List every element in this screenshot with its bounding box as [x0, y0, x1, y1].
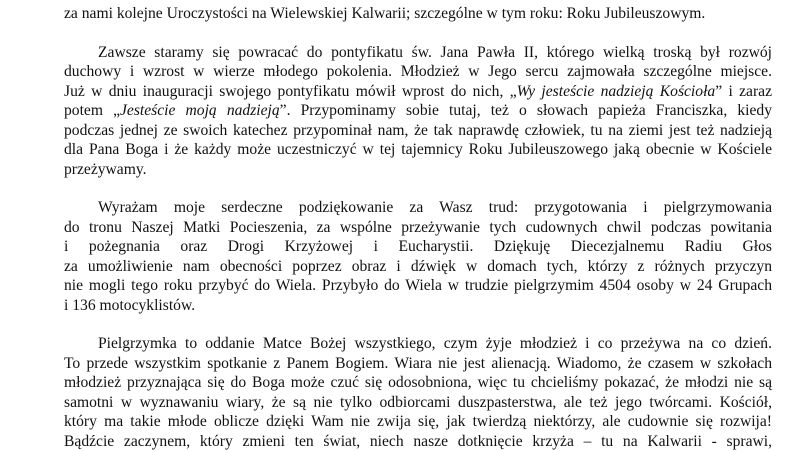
text-line-with-quote	[64, 82, 772, 102]
text-line: Zawsze staramy się powracać do pontyfikatu św. Jana Pawła II, którego wielką troską był rozwój	[64, 43, 772, 63]
text-line: podczas jednej ze swoich katechez przypominał nam, że tak naprawdę człowiek, tu na ziemi jest też nadzieją	[64, 121, 772, 141]
text-line: Wyrażam moje serdeczne podziękowanie za Wasz trud: przygotowania i pielgrzymowania	[64, 198, 772, 218]
text-segment: ” i zaraz	[715, 83, 772, 100]
paragraph-1	[64, 4, 772, 24]
text-line-with-quote	[64, 101, 772, 121]
paragraph-2	[64, 43, 772, 180]
paragraph-3	[64, 198, 772, 315]
text-line: do tronu Naszej Matki Pocieszenia, za wspólne przeżywanie tych cudownych chwil podczas powitania	[64, 218, 772, 238]
text-line: i 136 motocyklistów.	[64, 296, 772, 316]
italic-quote: Wy jesteście nadzieją Kościoła	[517, 83, 716, 100]
text-segment: potem „	[64, 102, 120, 119]
text-line: młodzież przyznająca się do Boga może czuć się odosobniona, więc tu chcieliśmy pokazać, że młodzi nie są	[64, 373, 772, 393]
document-page	[64, 4, 772, 451]
text-line: przeżywamy.	[64, 160, 772, 180]
text-line: dla Pana Boga i że każdy może uczestniczyć w tej tajemnicy Roku Jubileuszowego jaką obecnie w Kościele	[64, 140, 772, 160]
text-line: za nami kolejne Uroczystości na Wielewskiej Kalwarii; szczególne w tym roku: Roku Jubileuszowym.	[64, 4, 772, 24]
paragraph-4	[64, 334, 772, 451]
text-segment: Już w dniu inauguracji swojego pontyfikatu mówił wprost do nich, „	[64, 83, 517, 100]
text-line: który ma takie młode oblicze dzięki Wam nie zwija się, jak twierdzą niektórzy, ale cudownie się rozwija!	[64, 412, 772, 432]
italic-quote: Jesteście moją nadzieją	[120, 102, 280, 119]
text-segment: ”. Przypominamy sobie tutaj, też o słowach papieża Franciszka, kiedy	[280, 102, 772, 119]
text-line: za umożliwienie nam obecności poprzez obraz i dźwięk w domach tych, którzy z różnych przyczyn	[64, 257, 772, 277]
text-line: duchowy i wzrost w wierze młodego pokolenia. Młodzież w Jego sercu zajmowała szczególne miejsce.	[64, 62, 772, 82]
text-line: samotni w wyznawaniu wiary, że są nie tylko odbiorcami duszpasterstwa, ale też jego twórcami. Kościół,	[64, 393, 772, 413]
text-line: To przede wszystkim spotkanie z Panem Bogiem. Wiara nie jest alienacją. Wiadomo, że czasem w szkołach	[64, 354, 772, 374]
text-line: nie mogli tego roku przybyć do Wiela. Przybyło do Wiela w trudzie pielgrzymim 4504 osoby w 24 Grupach	[64, 276, 772, 296]
text-line: Pielgrzymka to oddanie Matce Bożej wszystkiego, czym żyje młodzież i co przeżywa na co dzień.	[64, 334, 772, 354]
text-line: Bądźcie zaczynem, który zmieni ten świat, niech nasze dotknięcie krzyża – tu na Kalwarii - sprawi,	[64, 432, 772, 451]
text-line: i pożegnania oraz Drogi Krzyżowej i Eucharystii. Dziękuję Diecezjalnemu Radiu Głos	[64, 237, 772, 257]
